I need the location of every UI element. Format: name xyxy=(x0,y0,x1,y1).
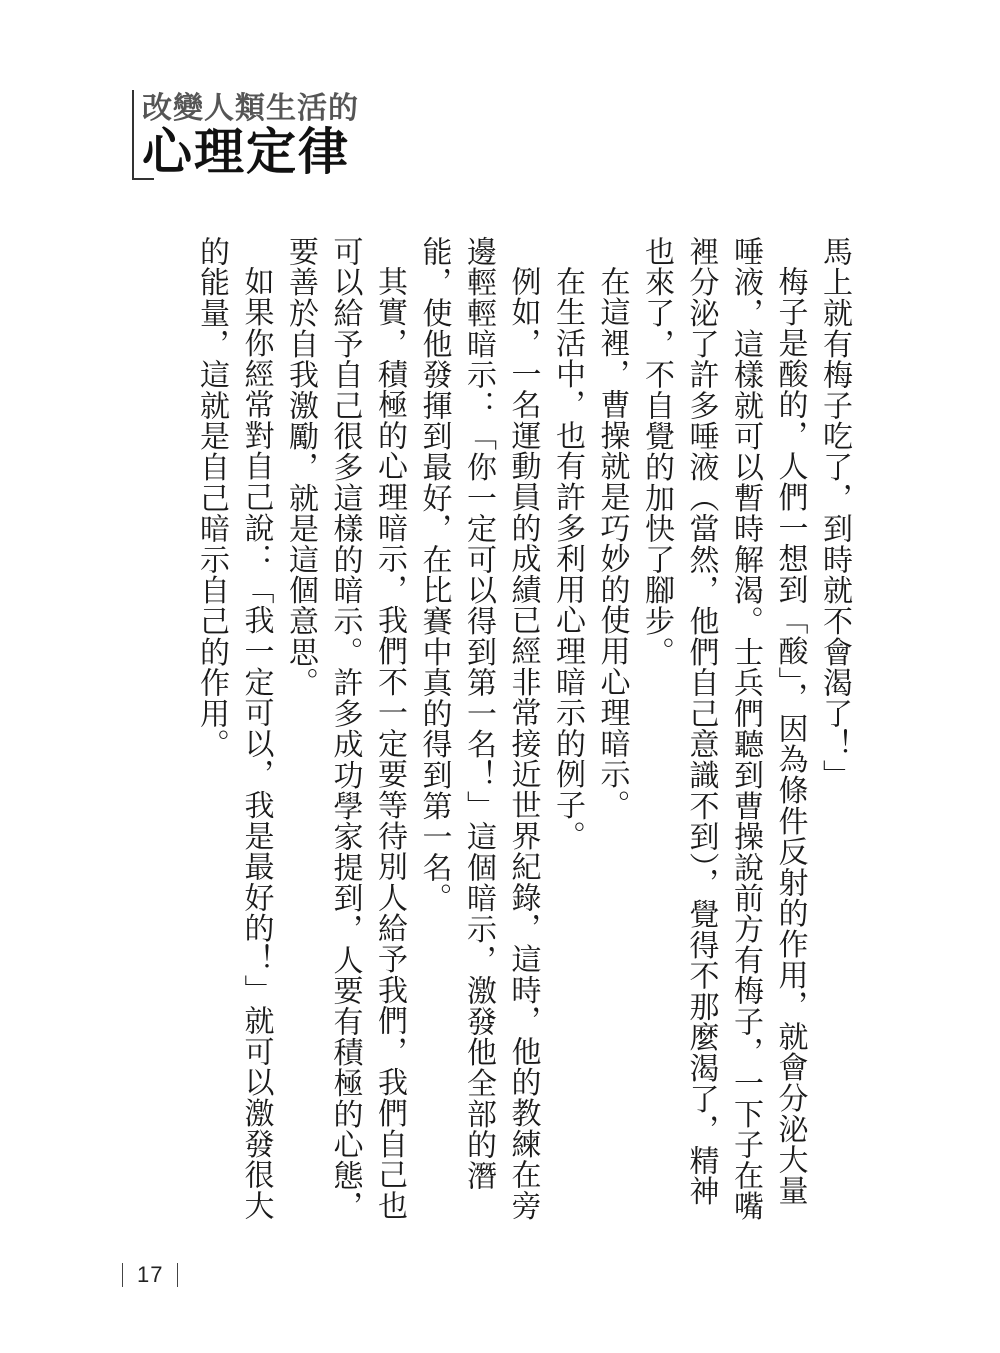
body-text xyxy=(189,236,857,1236)
paragraph: 在這裡，曹操就是巧妙的使用心理暗示。 xyxy=(594,266,630,821)
header-rule-vertical xyxy=(132,90,134,180)
paragraph: 例如，一名運動員的成績已經非常接近世界紀錄，這時，他的教練在旁邊輕輕暗示：「你一定可以得到第一名！」這個暗示，激發他全部的潛能，使他發揮到最好，在比賽中真的得到第一名。 xyxy=(416,236,541,1221)
paragraph: 如果你經常對自己說：「我一定可以，我是最好的！」就可以激發很大的能量，這就是自己暗示自己的作用。 xyxy=(194,236,274,1221)
page-number-rule-right xyxy=(177,1263,178,1287)
page-number-text: 17 xyxy=(137,1262,164,1287)
page-number xyxy=(122,1262,178,1288)
page-number-rule-left xyxy=(122,1263,123,1287)
header-title: 心理定律 xyxy=(142,122,350,181)
paragraph: 梅子是酸的，人們一想到「酸」，因為條件反射的作用，就會分泌大量唾液，這樣就可以暫時解渴。士兵們聽到曹操說前方有梅子，一下子在嘴裡分泌了許多唾液（當然，他們自己意識不到），覺得不那麼渴了，精神也來了，不自覺的加快了腳步。 xyxy=(639,236,808,1222)
header-subtitle: 改變人類生活的 xyxy=(142,91,359,126)
paragraph: 在生活中，也有許多利用心理暗示的例子。 xyxy=(550,266,585,852)
chapter-header xyxy=(132,90,372,185)
paragraph: 馬上就有梅子吃了，到時就不會渴了！」 xyxy=(817,236,852,791)
paragraph: 其實，積極的心理暗示，我們不一定要等待別人給予我們，我們自己也可以給予自己很多這樣的暗示。許多成功學家提到，人要有積極的心態，要善於自我激勵，就是這個意思。 xyxy=(283,236,407,1222)
